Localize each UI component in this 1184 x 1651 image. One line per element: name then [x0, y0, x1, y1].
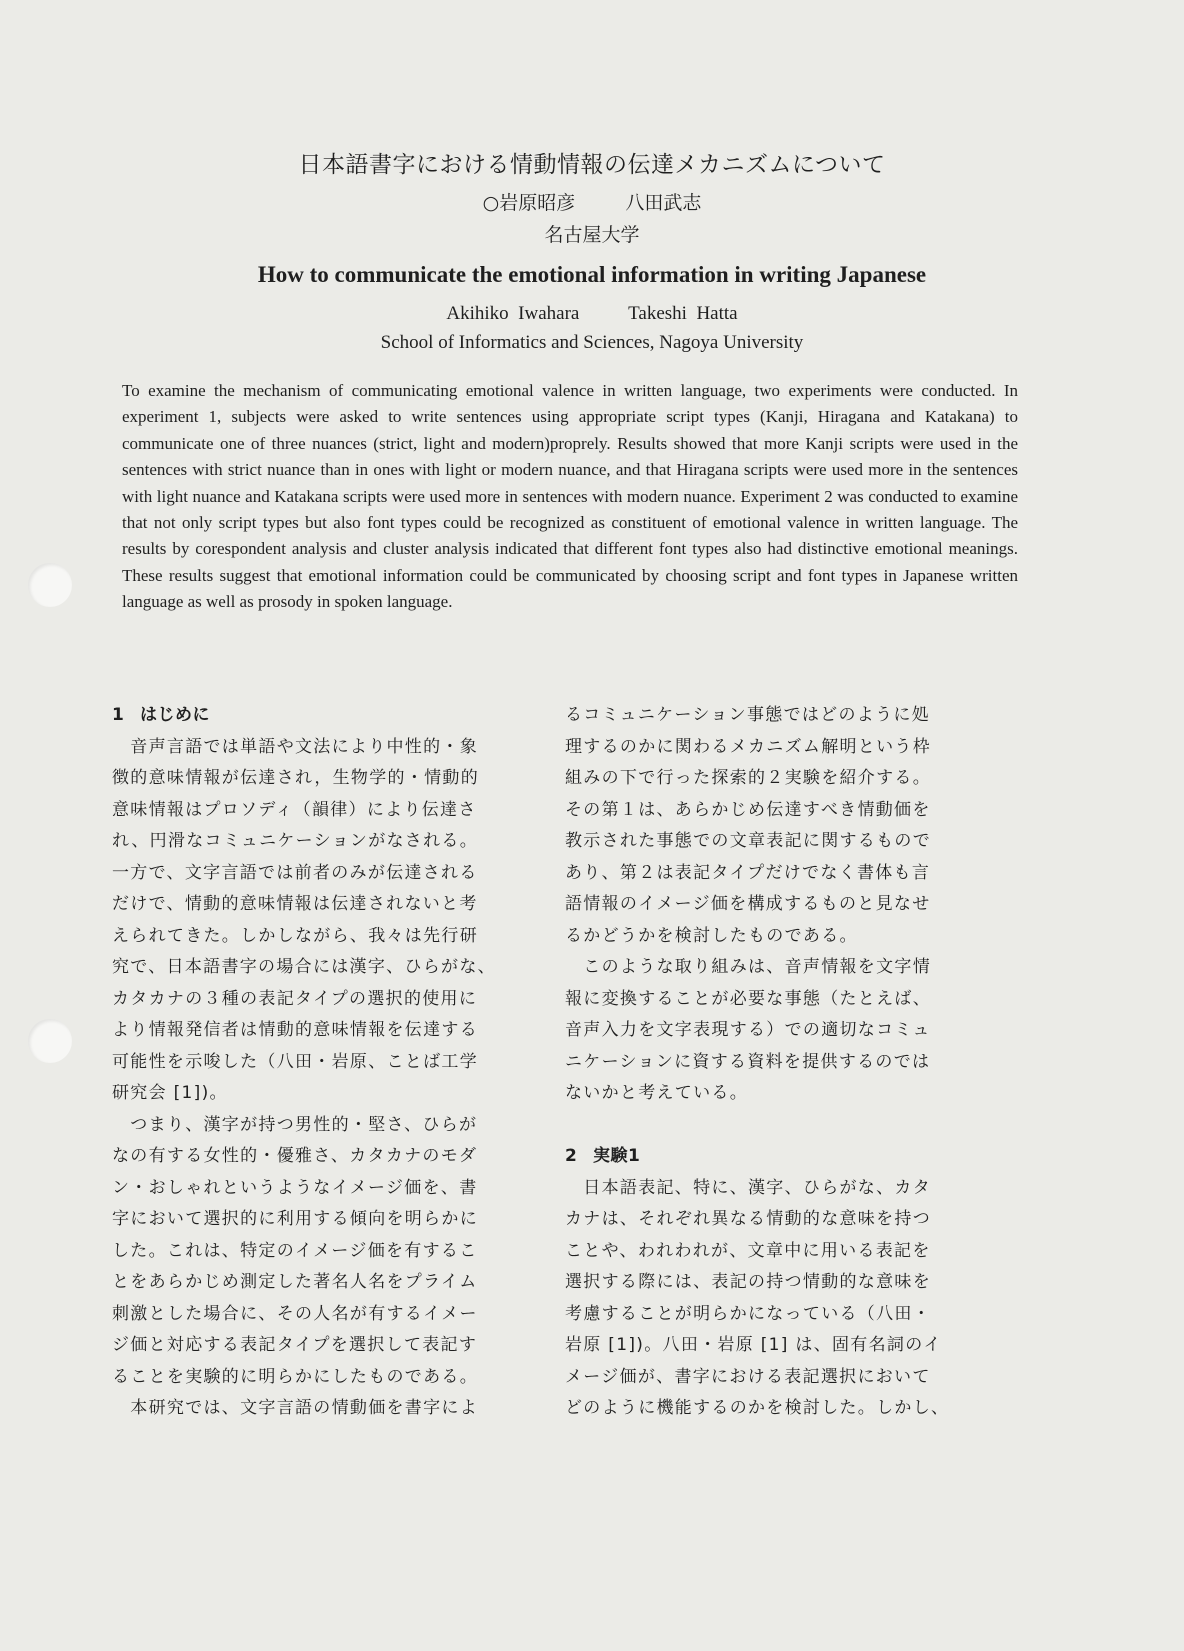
japanese-author-1: ○岩原昭彦: [482, 192, 576, 214]
section-1-heading: [112, 700, 554, 732]
left-column-line: ン・おしゃれというようなイメージ価を、書: [112, 1177, 478, 1198]
right-column-line: このような取り組みは、音声情報を文字情: [565, 957, 931, 977]
left-column-line: えられてきた。しかしながら、我々は先行研: [112, 925, 478, 946]
right-column-line: 語情報のイメージ価を構成するものと見なせ: [565, 894, 931, 914]
left-column-line: とをあらかじめ測定した著名人名をプライム: [112, 1272, 478, 1292]
section-2-title: 実験1: [593, 1146, 641, 1166]
left-column-body: [112, 732, 554, 1425]
english-affiliation: School of Informatics and Sciences, Nagoya University: [380, 332, 804, 353]
english-title: How to communicate the emotional information in writing Japanese: [257, 262, 927, 287]
right-column-line: 選択する際には、表記の持つ情動的な意味を: [565, 1272, 931, 1292]
right-column-line: カナは、それぞれ異なる情動的な意味を持つ: [565, 1209, 931, 1229]
section-1-number: 1: [112, 705, 125, 725]
left-column-line: カタカナの３種の表記タイプの選択的使用に: [112, 988, 478, 1009]
right-column-line: メージ価が、書字における表記選択において: [565, 1366, 931, 1387]
left-column-line: 意味情報はプロソディ（韻律）により伝達さ: [112, 799, 477, 820]
left-column-line: した。これは、特定のイメージ価を有するこ: [112, 1240, 478, 1261]
japanese-author-2: 八田武志: [625, 192, 702, 214]
left-column-line: 研究会 [1])。: [112, 1083, 228, 1103]
right-column-body-a: [565, 700, 1007, 1110]
section-2-number: 2: [565, 1146, 578, 1166]
right-column-line: るかどうかを検討したものである。: [565, 925, 858, 946]
right-column-line: 組みの下で行った探索的２実験を紹介する。: [565, 768, 931, 788]
left-column-line: れ、円滑なコミュニケーションがなされる。: [112, 831, 478, 851]
right-column-body-b: [565, 1173, 1007, 1425]
right-column-line: 教示された事態での文章表記に関するもので: [565, 831, 931, 851]
english-authors: [0, 303, 1184, 325]
right-column-line: ニケーションに資する資料を提供するのでは: [565, 1051, 931, 1072]
right-column-line: ないかと考えている。: [565, 1083, 748, 1103]
punch-hole-top: [28, 563, 72, 607]
left-column-line: 刺激とした場合に、その人名が有するイメー: [112, 1303, 478, 1324]
left-column-line: 徴的意味情報が伝達され，生物学的・情動的: [112, 768, 480, 788]
japanese-affiliation: 名古屋大学: [544, 224, 640, 246]
right-column-line: るコミュニケーション事態ではどのように処: [565, 705, 930, 725]
left-column-line: 音声言語では単語や文法により中性的・象: [112, 736, 478, 757]
right-column-line: 日本語表記、特に、漢字、ひらがな、カタ: [565, 1177, 931, 1198]
left-column-line: 究で、日本語書字の場合には漢字、ひらがな、: [112, 957, 496, 977]
japanese-title: 日本語書字における情動情報の伝達メカニズムについて: [298, 152, 886, 178]
section-2-heading: [565, 1141, 1007, 1173]
left-column-line: 字において選択的に利用する傾向を明らかに: [112, 1209, 478, 1229]
left-column-line: 本研究では、文字言語の情動価を書字によ: [112, 1398, 478, 1418]
left-column-line: 一方で、文字言語では前者のみが伝達される: [112, 862, 478, 883]
left-column-line: だけで、情動的意味情報は伝達されないと考: [112, 894, 478, 914]
right-column-line: 考慮することが明らかになっている（八田・: [565, 1303, 931, 1324]
section-1-title: はじめに: [140, 705, 210, 725]
right-column-line: 理するのかに関わるメカニズム解明という枠: [565, 736, 931, 757]
english-author-2: Takeshi Hatta: [628, 303, 738, 324]
left-column-line: ることを実験的に明らかにしたものである。: [112, 1366, 478, 1387]
right-column-line: その第１は、あらかじめ伝達すべき情動価を: [565, 799, 931, 820]
right-column-line: 岩原 [1])。八田・岩原 [1] は、固有名詞のイ: [565, 1335, 942, 1355]
abstract: To examine the mechanism of communicating emotional valence in written language, two experiments were conducted. In experiment 1, subjects were asked to write sentences using appropriate script types (Kanji, Hiragana and Katakana) to communicate one of three nuances (strict, light and modern)proprely. Results showed that more Kanji scripts were used in the sentences with strict nuance than in ones with light or modern nuance, and that Hiragana scripts were used more in the sentences with light nuance and Katakana scripts were used more in sentences with modern nuance. Experiment 2 was conducted to examine that not only script types but also font types could be recognized as constituent of emotional valence in written language. The results by corespondent analysis and cluster analysis indicated that different font types also had distinctive emotional meanings. These results suggest that emotional information could be communicated by choosing script and font types in Japanese written language as well as prosody in spoken language.: [122, 381, 1018, 612]
left-column-line: ジ価と対応する表記タイプを選択して表記す: [112, 1335, 478, 1355]
left-column-line: より情報発信者は情動的意味情報を伝達する: [112, 1020, 478, 1040]
right-column: [565, 700, 1007, 1425]
right-column-line: ことや、われわれが、文章中に用いる表記を: [565, 1240, 931, 1261]
left-column-line: 可能性を示唆した（八田・岩原、ことば工学: [112, 1051, 478, 1072]
punch-hole-bottom: [28, 1019, 72, 1063]
right-column-line: どのように機能するのかを検討した。しかし、: [565, 1398, 950, 1418]
left-column-line: つまり、漢字が持つ男性的・堅さ、ひらが: [112, 1114, 478, 1135]
right-column-line: 報に変換することが必要な事態（たとえば、: [565, 988, 931, 1009]
right-column-line: あり、第２は表記タイプだけでなく書体も言: [565, 862, 931, 883]
english-author-1: Akihiko Iwahara: [446, 303, 580, 324]
left-column-line: なの有する女性的・優雅さ、カタカナのモダ: [112, 1146, 478, 1166]
japanese-authors: [0, 188, 1184, 215]
right-column-line: 音声入力を文字表現する）での適切なコミュ: [565, 1020, 931, 1040]
left-column: [112, 700, 554, 1425]
